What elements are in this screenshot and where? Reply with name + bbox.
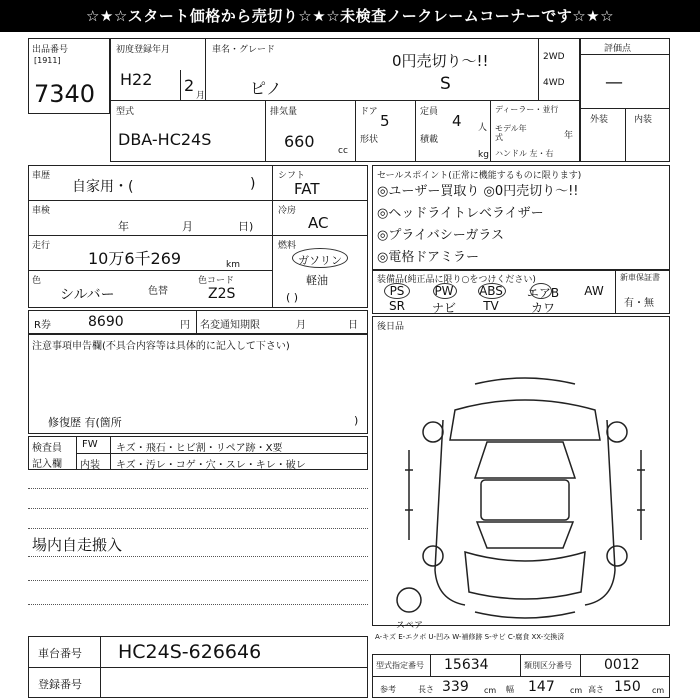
doors-label: ドア bbox=[360, 107, 378, 117]
reg-year-month-unit: 月 bbox=[196, 91, 206, 101]
rating-ext-label: 外装 bbox=[590, 115, 609, 125]
model-grade: S bbox=[440, 74, 451, 94]
inspection-month: 月 bbox=[182, 220, 193, 233]
inspection-day: 日) bbox=[238, 220, 254, 233]
color-value: シルバー bbox=[60, 287, 115, 303]
selling-points-label: セールスポイント(正常に機能するものに限ります) bbox=[377, 171, 582, 181]
model-name: ピノ bbox=[250, 79, 282, 98]
car-wheel-fr bbox=[607, 422, 627, 442]
spec-height-unit: cm bbox=[652, 686, 665, 695]
car-roof bbox=[481, 480, 569, 520]
dealer-year-unit: 年 bbox=[564, 131, 574, 141]
shift-value: FAT bbox=[294, 180, 320, 198]
model-name-note: 0円売切り～!! bbox=[392, 52, 489, 70]
dealer-import-label: ディーラー・並行 bbox=[495, 105, 559, 114]
inspector-fw-items: キズ・飛石・ヒビ割・リペア跡・X要 bbox=[116, 443, 283, 454]
capacity-load-label: 積載 bbox=[420, 135, 439, 145]
cooler-label: 冷房 bbox=[278, 206, 297, 216]
registration-label: 登録番号 bbox=[38, 678, 82, 691]
selling-point-1: ◎ユーザー買取り ◎0円売切り～!! bbox=[377, 184, 579, 199]
spec-type-value: 15634 bbox=[444, 657, 489, 673]
doors-shape-label: 形状 bbox=[360, 135, 379, 145]
reg-year-month: 2 bbox=[184, 76, 195, 95]
reg-year-label: 初度登録年月 bbox=[116, 45, 171, 55]
inspector-fw: FW bbox=[82, 439, 98, 450]
equip-sr: SR bbox=[389, 299, 405, 313]
spec-height-label: 高さ bbox=[588, 685, 604, 694]
drive-4wd: 4WD bbox=[543, 78, 565, 88]
warranty-label: 新車保証書 bbox=[620, 273, 660, 282]
equip-abs: ABS bbox=[479, 284, 503, 298]
history-close: ) bbox=[250, 176, 256, 192]
equip-pw-circle bbox=[433, 283, 457, 299]
displacement-label: 排気量 bbox=[270, 107, 298, 117]
doors-value: 5 bbox=[380, 112, 390, 130]
repair-label: 修復歴 有(箇所 bbox=[48, 416, 122, 429]
inspector-label-2: 記入欄 bbox=[32, 459, 62, 470]
recycle-unit: 円 bbox=[180, 320, 190, 331]
color-label: 色 bbox=[32, 276, 42, 286]
model-name-label: 車名・グレード bbox=[212, 45, 276, 55]
spec-length-label: 長さ bbox=[418, 685, 434, 694]
lot-sub: [1911] bbox=[34, 56, 61, 65]
equip-leather: カワ bbox=[530, 301, 555, 315]
inspector-interior-items: キズ・汚レ・コゲ・穴・スレ・キレ・破レ bbox=[116, 460, 306, 471]
spare-label: スペア bbox=[396, 621, 424, 631]
color-code-value: Z2S bbox=[208, 286, 236, 302]
notice-day: 日 bbox=[348, 320, 358, 331]
notice-month: 月 bbox=[296, 320, 306, 331]
cooler-value: AC bbox=[308, 214, 329, 232]
capacity-label: 定員 bbox=[420, 107, 439, 117]
selling-point-2: ◎ヘッドライトレベライザー bbox=[377, 206, 544, 221]
mileage-unit: km bbox=[226, 260, 240, 270]
car-rear-hatch bbox=[465, 552, 585, 599]
warranty-value: 有・無 bbox=[624, 298, 654, 309]
inspection-label: 車検 bbox=[32, 206, 51, 216]
fuel-diesel: 軽油 bbox=[306, 274, 328, 287]
mileage-value: 10万6千269 bbox=[88, 249, 182, 268]
notes-label: 注意事項申告欄(不具合内容等は具体的に記入して下さい) bbox=[32, 341, 290, 352]
chassis-value: HC24S-626646 bbox=[118, 641, 262, 663]
equipment-label: 装備品(純正品に限り○をつけください) bbox=[377, 275, 536, 285]
handwritten-note: 場内自走搬入 bbox=[32, 536, 123, 554]
displacement-unit: cc bbox=[338, 146, 348, 156]
car-wheel-rl bbox=[423, 546, 443, 566]
header-banner: ☆★☆スタート価格から売切り☆★☆未検査ノークレームコーナーです☆★☆ bbox=[0, 0, 700, 32]
car-wheel-fl bbox=[423, 422, 443, 442]
fuel-gasoline: ガソリン bbox=[298, 254, 342, 267]
fuel-label: 燃料 bbox=[278, 241, 297, 251]
car-right-side bbox=[585, 420, 615, 605]
dealer-handle-label: ハンドル 左・右 bbox=[495, 149, 554, 158]
equip-aw: AW bbox=[584, 284, 604, 298]
history-label: 車歴 bbox=[32, 171, 51, 181]
spec-class-value: 0012 bbox=[604, 657, 640, 673]
selling-point-3: ◎プライバシーガラス bbox=[377, 228, 505, 243]
model-code-label: 型式 bbox=[116, 107, 135, 117]
reg-year-era: H22 bbox=[120, 70, 153, 89]
equip-airbag: エアB bbox=[526, 286, 560, 300]
repair-close: ) bbox=[354, 414, 359, 427]
equip-navi: ナビ bbox=[431, 301, 456, 315]
car-left-side bbox=[435, 420, 465, 605]
car-front-bumper bbox=[475, 378, 575, 384]
equip-pw: PW bbox=[434, 284, 454, 298]
spec-length-unit: cm bbox=[484, 686, 497, 695]
spec-width-unit: cm bbox=[570, 686, 583, 695]
inspection-year: 年 bbox=[118, 220, 129, 233]
capacity-load-unit: kg bbox=[478, 150, 489, 160]
car-rear-window bbox=[477, 522, 573, 548]
shift-label: シフト bbox=[278, 171, 306, 181]
rating-label: 評価点 bbox=[604, 44, 632, 54]
drive-2wd: 2WD bbox=[543, 52, 565, 62]
car-wheel-rr bbox=[607, 546, 627, 566]
model-code-value: DBA-HC24S bbox=[118, 130, 212, 149]
recycle-label: R券 bbox=[34, 320, 51, 331]
recycle-box bbox=[28, 310, 368, 334]
capacity-unit: 人 bbox=[478, 123, 488, 133]
spec-class-label: 類別区分番号 bbox=[524, 661, 572, 670]
color-code-label: 色コード bbox=[198, 276, 235, 286]
car-diagram bbox=[395, 370, 655, 630]
lot-number: 7340 bbox=[34, 80, 96, 108]
history-value: 自家用・( bbox=[72, 179, 134, 195]
selling-point-4: ◎電格ドアミラー bbox=[377, 250, 479, 265]
rating-int-label: 内装 bbox=[634, 115, 653, 125]
lot-label: 出品番号 bbox=[32, 45, 69, 55]
car-right-doors bbox=[637, 450, 645, 540]
spec-width-label: 幅 bbox=[506, 685, 514, 694]
color-change-label: 色替 bbox=[148, 286, 168, 297]
spec-length-value: 339 bbox=[442, 679, 469, 695]
dealer-model-year-label: モデル年式 bbox=[495, 124, 527, 142]
equip-abs-circle bbox=[478, 283, 506, 299]
spec-height-value: 150 bbox=[614, 679, 641, 695]
equip-tv: TV bbox=[483, 299, 499, 313]
fuel-gasoline-circle bbox=[292, 248, 348, 268]
fuel-paren: ( ) bbox=[286, 291, 299, 304]
inspector-label-1: 検査員 bbox=[32, 443, 62, 454]
spec-ref-label: 参考 bbox=[380, 685, 396, 694]
equip-ps-circle bbox=[384, 283, 410, 299]
equip-airbag-circle bbox=[530, 283, 552, 299]
car-front-hood bbox=[450, 400, 600, 440]
damage-legend: A-キズ E-エクボ U-凹み W-補修跡 S-サビ C-腐食 XX-交換済 bbox=[375, 633, 565, 641]
inspector-interior: 内装 bbox=[80, 460, 100, 471]
car-windshield bbox=[475, 442, 575, 478]
spec-width-value: 147 bbox=[528, 679, 555, 695]
rating-value: — bbox=[605, 72, 623, 93]
chassis-label: 車台番号 bbox=[38, 647, 82, 660]
after-label: 後日品 bbox=[377, 322, 405, 332]
car-left-doors bbox=[405, 450, 413, 540]
capacity-value: 4 bbox=[452, 112, 462, 130]
spec-type-label: 型式指定番号 bbox=[376, 661, 424, 670]
displacement-value: 660 bbox=[284, 132, 315, 151]
car-rear-bumper bbox=[475, 612, 575, 618]
spare-tire bbox=[397, 588, 421, 612]
notice-label: 名変通知期限 bbox=[200, 320, 260, 331]
recycle-value: 8690 bbox=[88, 314, 124, 330]
mileage-label: 走行 bbox=[32, 241, 51, 251]
equip-ps: PS bbox=[389, 284, 405, 298]
